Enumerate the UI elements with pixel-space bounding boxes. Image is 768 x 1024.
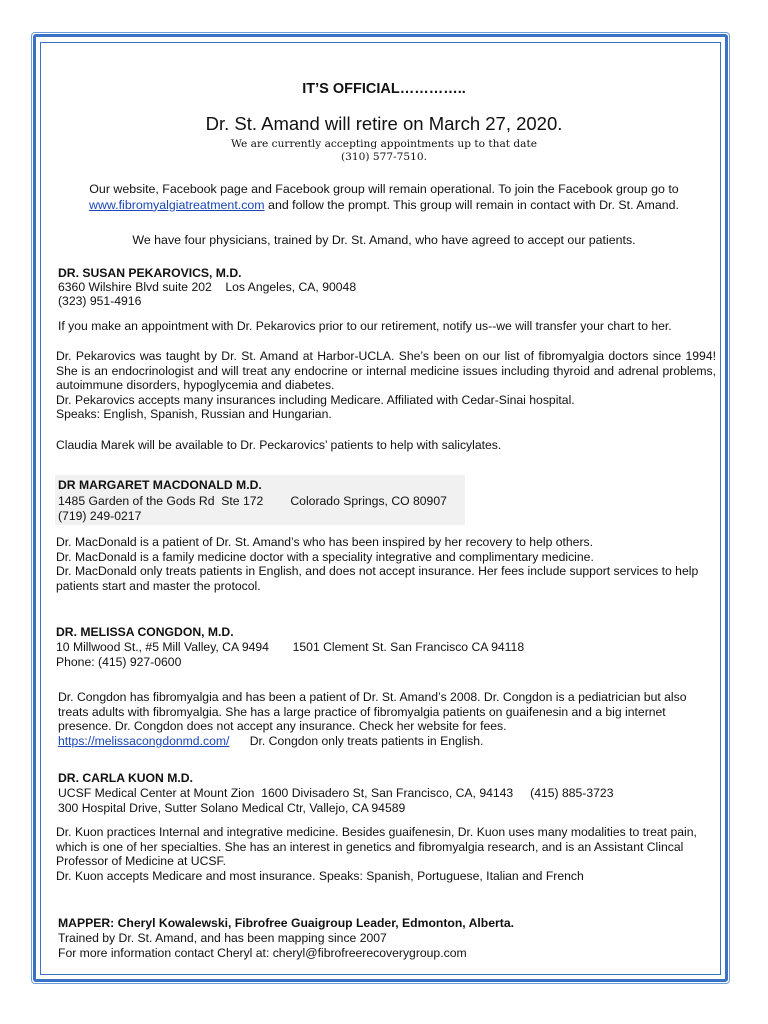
website-paragraph	[46, 182, 722, 213]
physicians-intro: We have four physicians, trained by Dr. St. Amand, who have agreed to accept our patients.	[132, 233, 636, 247]
kuon-address-2: 300 Hospital Drive, Sutter Solano Medical Ctr, Vallejo, CA 94589	[58, 801, 406, 815]
kuon-bio-1: Dr. Kuon practices Internal and integrative medicine. Besides guaifenesin, Dr. Kuon uses many modalities to treat pain, which is one of her specialties. She has an interest in genetics and fibromyalgia research, and is an Assistant Clincal Professor of Medicine at UCSF.	[56, 825, 697, 869]
congdon-english-note: Dr. Congdon only treats patients in English.	[229, 733, 484, 748]
website-text-1: Our website, Facebook page and Facebook group will remain operational. To join the Facebook group go to	[89, 182, 679, 196]
mapper-title: MAPPER: Cheryl Kowalewski, Fibrofree Guaigroup Leader, Edmonton, Alberta.	[58, 916, 514, 930]
macdonald-phone: (719) 249-0217	[58, 509, 142, 523]
congdon-bio-text: Dr. Congdon has fibromyalgia and has been a patient of Dr. St. Amand’s 2008. Dr. Congdon is a pediatrician but also treats adults with fibromyalgia. She has a large practice of fibromyalgia patients on guaifenesin and a big internet presence. Dr. Congdon does not accept any insurance. Check her website for fees.	[58, 690, 687, 734]
kuon-bio	[56, 825, 716, 883]
pekarovics-bio-3: Speaks: English, Spanish, Russian and Hungarian.	[56, 407, 332, 422]
macdonald-address: 1485 Garden of the Gods Rd Ste 172 Colorado Springs, CO 80907	[58, 494, 447, 508]
salicylates-note: Claudia Marek will be available to Dr. Peckarovics’ patients to help with salicylates.	[56, 438, 502, 452]
pekarovics-bio	[56, 349, 716, 422]
congdon-address: 10 Millwood St., #5 Mill Valley, CA 9494 1501 Clement St. San Francisco CA 94118	[56, 640, 525, 654]
mapper-line-1: Trained by Dr. St. Amand, and has been mapping since 2007	[58, 931, 387, 945]
congdon-website-link[interactable]: https://melissacongdonmd.com/	[58, 733, 230, 748]
website-link[interactable]: www.fibromyalgiatreatment.com	[89, 197, 265, 212]
congdon-phone: Phone: (415) 927-0600	[56, 655, 182, 669]
mapper-line-2: For more information contact Cheryl at: cheryl@fibrofreerecoverygroup.com	[58, 946, 467, 960]
website-text-2: and follow the prompt. This group will remain in contact with Dr. St. Amand.	[264, 197, 679, 212]
accepting-line: We are currently accepting appointments up to that date	[230, 138, 538, 150]
pekarovics-phone: (323) 951-4916	[58, 294, 142, 308]
macdonald-bio-2: Dr. MacDonald is a family medicine doctor with a speciality integrative and complimentary medicine.	[56, 549, 594, 564]
retire-line: Dr. St. Amand will retire on March 27, 2020.	[205, 113, 563, 134]
announcement-heading: IT’S OFFICIAL…………..	[302, 81, 466, 97]
pekarovics-bio-1: Dr. Pekarovics was taught by Dr. St. Amand at Harbor-UCLA. She’s been on our list of fibromyalgia doctors since 1994! She is an endocrinologist and will treat any endocrine or internal medicine issues including thyroid and adrenal problems, autoimmune disorders, hypoglycemia and diabetes.	[56, 349, 716, 393]
main-phone: (310) 577-7510.	[341, 151, 427, 163]
macdonald-name: DR MARGARET MACDONALD M.D.	[58, 478, 262, 492]
pekarovics-address: 6360 Wilshire Blvd suite 202 Los Angeles, CA, 90048	[58, 280, 357, 294]
pekarovics-bio-2: Dr. Pekarovics accepts many insurances including Medicare. Affiliated with Cedar-Sinai hospital.	[56, 392, 575, 407]
macdonald-bio-3: Dr. MacDonald only treats patients in English, and does not accept insurance. Her fees include support services to help patients start and master the protocol.	[56, 564, 699, 593]
macdonald-bio	[56, 535, 716, 593]
macdonald-bio-1: Dr. MacDonald is a patient of Dr. St. Amand’s who has been inspired by her recovery to help others.	[56, 535, 593, 549]
congdon-bio	[58, 690, 714, 748]
congdon-name: DR. MELISSA CONGDON, M.D.	[56, 625, 234, 639]
kuon-bio-2: Dr. Kuon accepts Medicare and most insurance. Speaks: Spanish, Portuguese, Italian and French	[56, 868, 584, 883]
pekarovics-name: DR. SUSAN PEKAROVICS, M.D.	[58, 266, 242, 280]
kuon-address-1: UCSF Medical Center at Mount Zion 1600 Divisadero St, San Francisco, CA, 94143 (415) 885-3723	[58, 786, 614, 800]
kuon-name: DR. CARLA KUON M.D.	[58, 771, 193, 785]
pekarovics-transfer-note: If you make an appointment with Dr. Pekarovics prior to our retirement, notify us--we will transfer your chart to her.	[58, 319, 672, 333]
